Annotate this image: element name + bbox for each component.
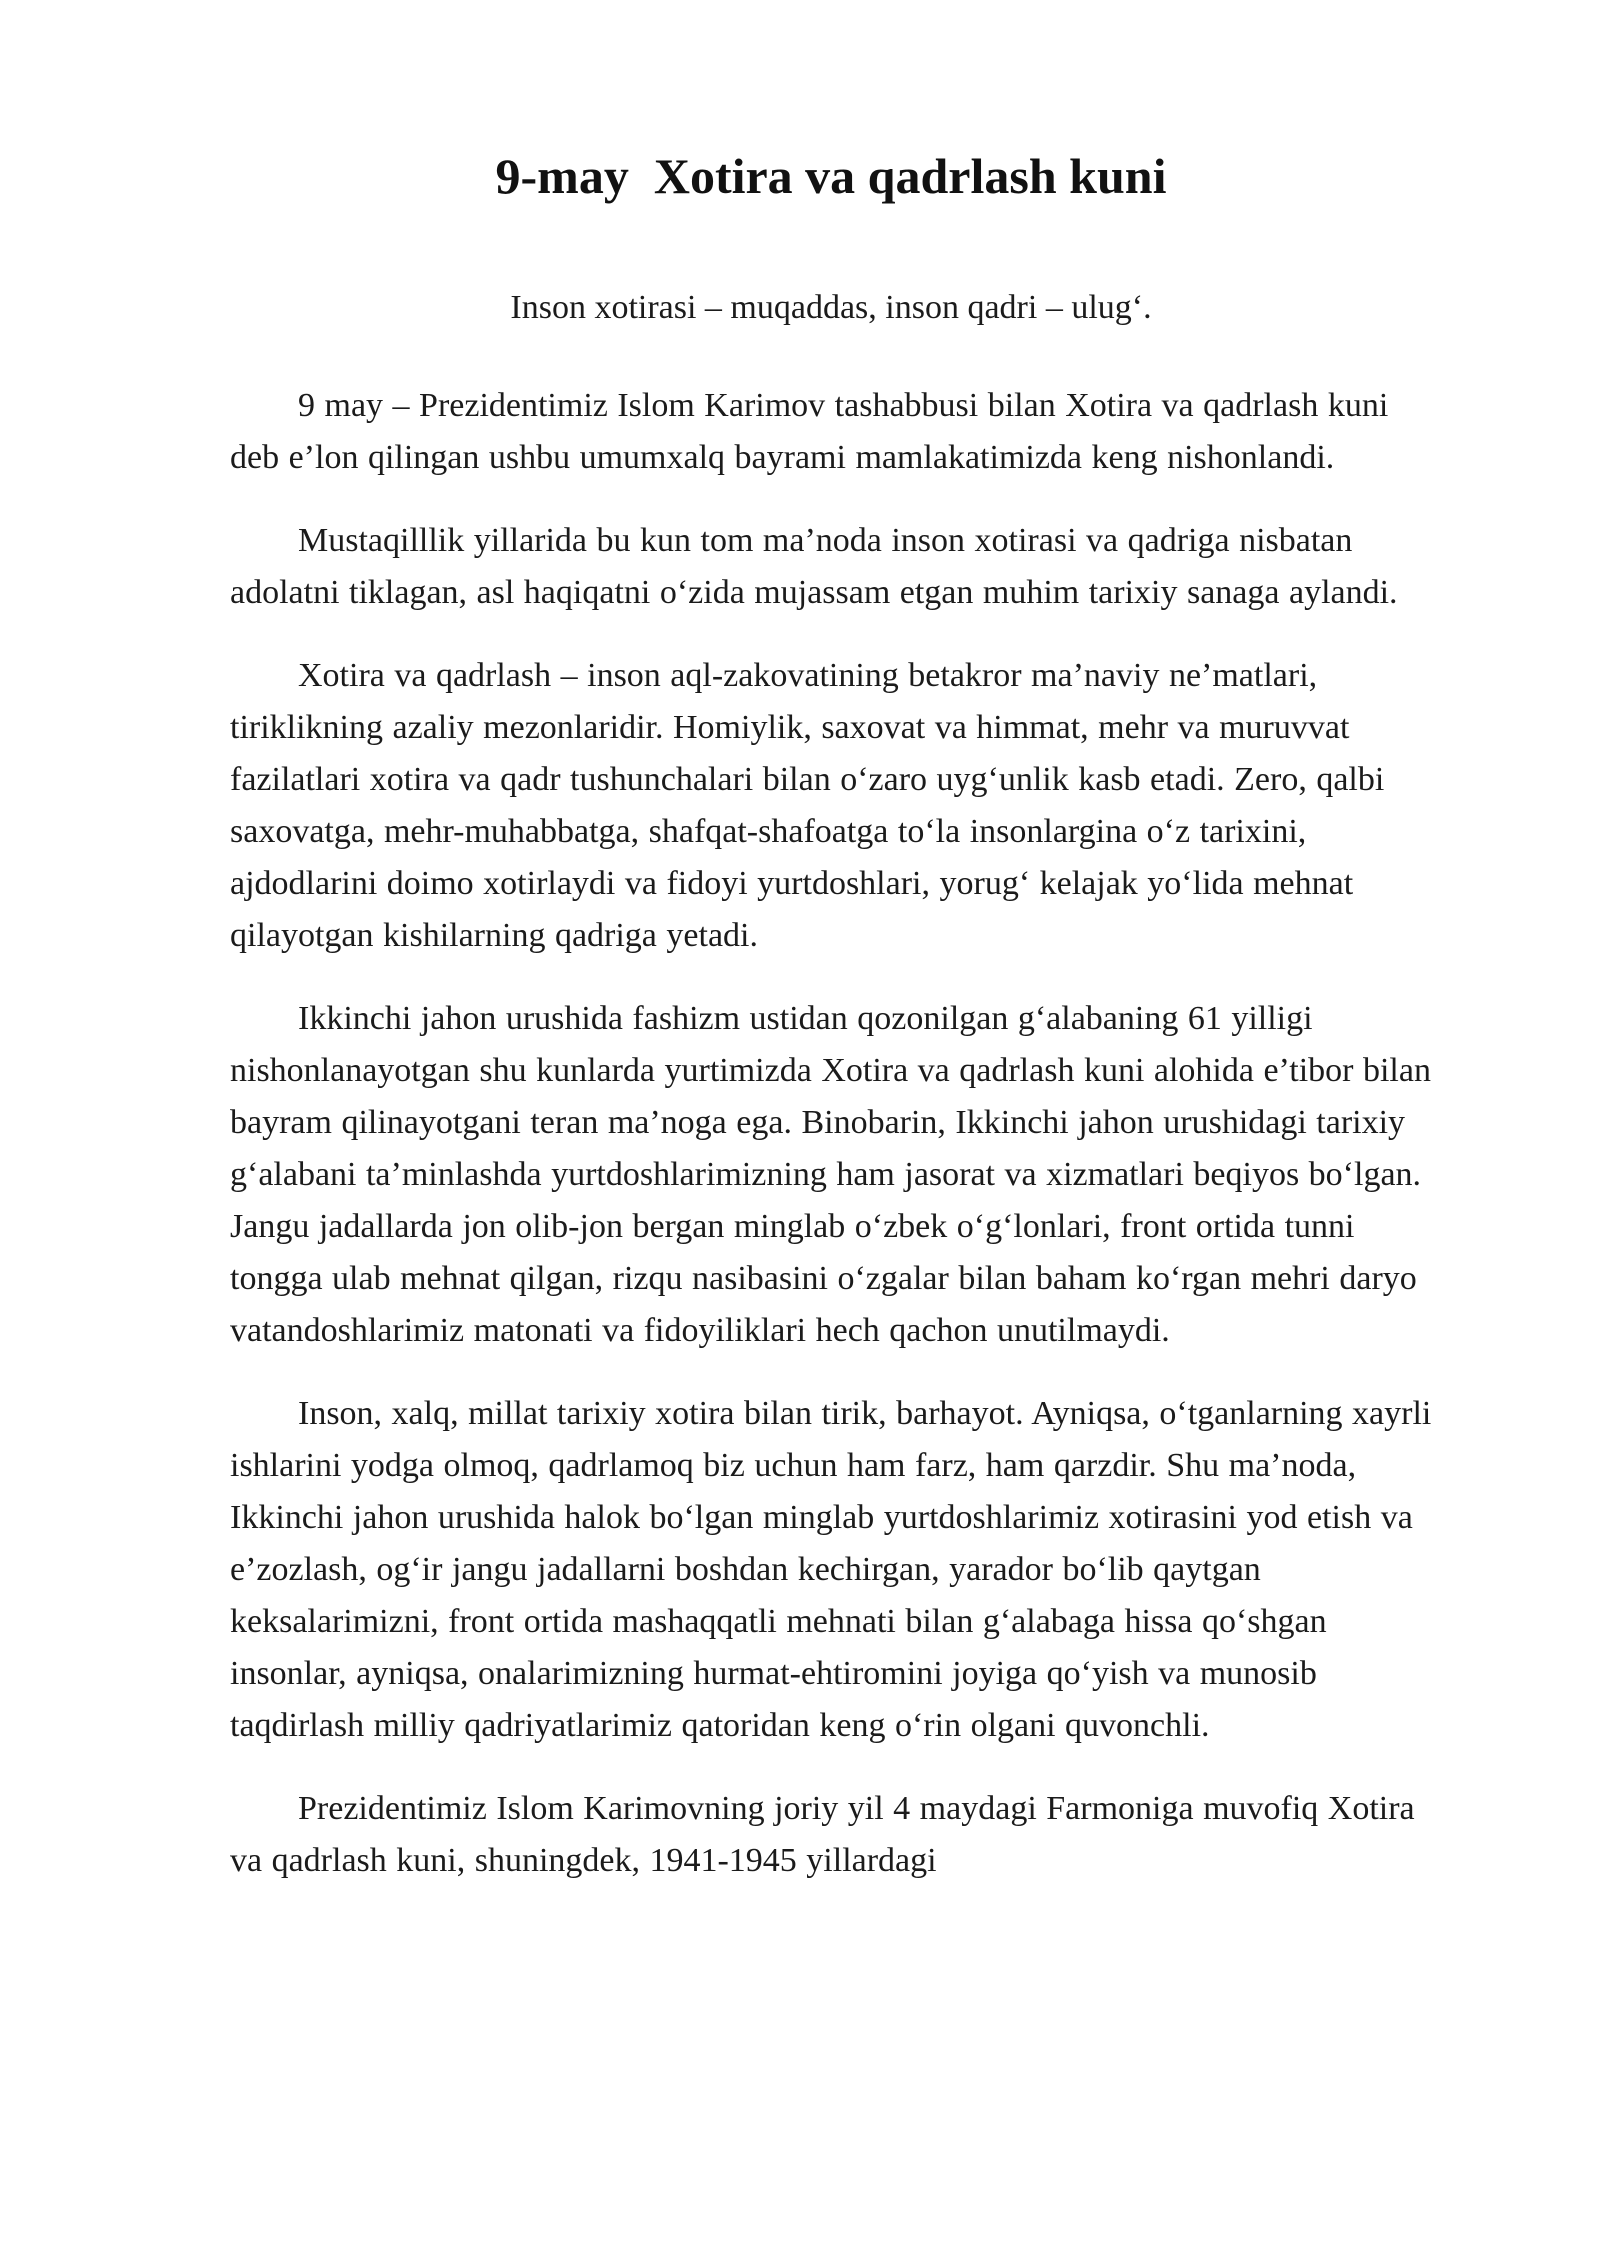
paragraph-4: Ikkinchi jahon urushida fashizm ustidan qozonilgan gʻalabaning 61 yilligi nishonlanayotgan shu kunlarda yurtimizda Xotira va qadrlash kuni alohida e’tibor bilan bayram qilinayotgani teran ma’noga ega. Binobarin, Ikkinchi jahon urushidagi tarixiy gʻalabani ta’minlashda yurtdoshlarimizning ham jasorat va xizmatlari beqiyos boʻlgan. Jangu jadallarda jon olib-jon bergan minglab oʻzbek oʻgʻlonlari, front ortida tunni tongga ulab mehnat qilgan, rizqu nasibasini oʻzgalar bilan baham koʻrgan mehri daryo vatandoshlarimiz matonati va fidoyiliklari hech qachon unutilmaydi. bbox=[230, 1000, 1431, 1349]
paragraph-6: Prezidentimiz Islom Karimovning joriy yil 4 maydagi Farmoniga muvofiq Xotira va qadrlash kuni, shuningdek, 1941-1945 yillardagi bbox=[230, 1790, 1415, 1879]
epigraph-line: Inson xotirasi – muqaddas, inson qadri – ulugʻ. bbox=[510, 289, 1152, 326]
document-title: 9-may Xotira va qadrlash kuni bbox=[495, 148, 1167, 204]
paragraph-2: Mustaqilllik yillarida bu kun tom ma’noda inson xotirasi va qadriga nisbatan adolatni tiklagan, asl haqiqatni oʻzida mujassam etgan muhim tarixiy sanaga aylandi. bbox=[230, 522, 1398, 611]
paragraph-1: 9 may – Prezidentimiz Islom Karimov tashabbusi bilan Xotira va qadrlash kuni deb e’lon qilingan ushbu umumxalq bayrami mamlakatimizda keng nishonlandi. bbox=[230, 387, 1389, 476]
paragraph-3: Xotira va qadrlash – inson aql-zakovatining betakror ma’naviy ne’matlari, tiriklikning azaliy mezonlaridir. Homiylik, saxovat va himmat, mehr va muruvvat fazilatlari xotira va qadr tushunchalari bilan oʻzaro uygʻunlik kasb etadi. Zero, qalbi saxovatga, mehr-muhabbatga, shafqat-shafoatga toʻla insonlargina oʻz tarixini, ajdodlarini doimo xotirlaydi va fidoyi yurtdoshlari, yorugʻ kelajak yoʻlida mehnat qilayotgan kishilarning qadriga yetadi. bbox=[230, 657, 1385, 954]
paragraph-5: Inson, xalq, millat tarixiy xotira bilan tirik, barhayot. Ayniqsa, oʻtganlarning xayrli ishlarini yodga olmoq, qadrlamoq biz uchun ham farz, ham qarzdir. Shu ma’noda, Ikkinchi jahon urushida halok boʻlgan minglab yurtdoshlarimiz xotirasini yod etish va e’zozlash, ogʻir jangu jadallarni boshdan kechirgan, yarador boʻlib qaytgan keksalarimizni, front ortida mashaqqatli mehnati bilan gʻalabaga hissa qoʻshgan insonlar, ayniqsa, onalarimizning hurmat-ehtiromini joyiga qoʻyish va munosib taqdirlash milliy qadriyatlarimiz qatoridan keng oʻrin olgani quvonchli. bbox=[230, 1395, 1432, 1744]
